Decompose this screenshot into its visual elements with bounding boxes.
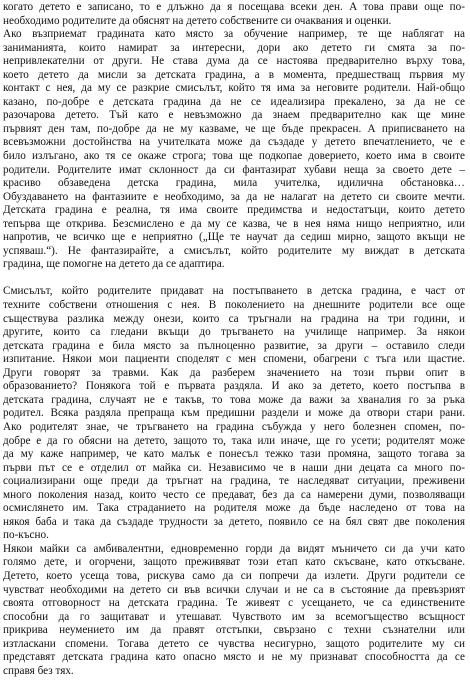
paragraph-2: [3, 28, 465, 272]
text-line: детската градина е била място за пълноценно развитие, за други – оставило следи: [3, 339, 465, 352]
text-line: непривлекателни от други. Не става дума да се настоява предварително върху това,: [3, 55, 465, 68]
text-line: своята отговорност на детската градина. Те живеят с усещането, че са единствените: [3, 597, 465, 610]
text-line: голямо дете, и огорчени, защото преживяват този етап като скъсване, като откъсване.: [3, 556, 465, 569]
text-line: разочарова детето. Тъй като е невъзможно да знаем предварително как ще мине: [3, 109, 465, 122]
text-line: прикрива неумението им да правят отстъпки, свързано с техни съзнателни или: [3, 624, 465, 637]
text-line: красиво обзаведена детска градина, мила учителка, идилична обстановка…: [3, 177, 465, 190]
text-line: добре е да го обясни на детето, защото то, така или иначе, ще го усети; родителят може: [3, 434, 465, 447]
text-line: казано, по-добре е детската градина да не се идеализира прекалено, за да не се: [3, 95, 465, 108]
text-line: справя без тях.: [3, 664, 74, 677]
text-line: другите, които са гледани вкъщи до тръгването на училище например. За някои: [3, 326, 465, 339]
text-line: чувстват необходими на детето си във всички случаи и не са в състояние да превъзрият: [3, 583, 465, 596]
text-line: социализирани още преди да тръгнат на градина, те наследяват ситуации, преживени: [3, 475, 465, 488]
paragraph-1: [3, 1, 465, 28]
paragraph-4: [3, 543, 465, 678]
text-line: успяваш.“). Не фантазирайте, а смисълът, който родителите му виждат в детската: [3, 244, 465, 257]
text-line: родител. Всяка раздяла препраща към предишни раздели и може да отвори стари рани.: [3, 407, 465, 420]
text-line: заниманията, които намират за интересни, дори ако детето ги смята за по-: [3, 41, 465, 54]
text-line: представят детската градина като опасно място и не му признават способността да се: [3, 651, 465, 664]
paragraph-3: [3, 285, 465, 542]
text-line: когато детето е записано, то е длъжно да я посещава всеки ден. А това прави още по-: [3, 1, 465, 13]
text-line: изтласкани спомени. Тогава детето се чувства несигурно, защото родителите му си: [3, 637, 465, 650]
text-line: което детето да мисли за детската градина, а в момента, предшестващ първия му: [3, 68, 465, 81]
text-line: Смисълът, който родителите придават на постъпването в детска градина, е част от: [3, 285, 465, 298]
text-line: Детето, което усеща това, рискува само да си попречи да излети. Други родители се: [3, 569, 465, 582]
text-line: Обуздаването на фантазиите е необходимо, за да не налагат на детето си своите мечти.: [3, 190, 465, 203]
text-line: контакт с нея, да му се разкрие смисълът, който тя има за неговите родители. Най-общо: [3, 82, 465, 95]
paragraph-gap: [3, 272, 465, 286]
text-line: първият ден там, по-добре да не му казваме, че ще бъде прекрасен. А приписването на: [3, 122, 465, 135]
text-line: необходимо родителите да обяснят на детето собствените си очаквания и оценки.: [3, 14, 392, 27]
text-line: Някои майки са амбивалентни, едновременно горди да видят мъничето си да учи като: [3, 542, 465, 555]
text-line: Други говорят за травми. Как да разберем значението на този първи опит в: [3, 366, 465, 379]
text-line: напротив, че всичко ще е неприятно („Ще те научат да седиш мирно, защото вкъщи не: [3, 231, 465, 244]
text-line: изпитание. Някои мои пациенти споделят с мен спомени, обагрени с тъга или щастие.: [3, 353, 465, 366]
text-line: детската градина, случаят не е такъв, то това може да важи за хваналия го за ръка: [3, 393, 465, 406]
text-line: техните собствени отношения с нея. В поколението на днешните родители все още: [3, 299, 465, 312]
text-line: образованието? Понякога той е първата раздяла. И ако за детето, което постъпва в: [3, 380, 465, 393]
text-line: да му каже например, че като малък е понесъл тежко тази промяна, защото тогава за: [3, 448, 465, 461]
text-line: много поколения назад, които често се предават, без да са намерени думи, позволяващи: [3, 488, 465, 501]
text-line: Ако възприемат градината като място за обучение например, те ще наблягат на: [3, 28, 465, 41]
text-line: способни да го защитават и утешават. Чувството им за всемогъщество всъщност: [3, 610, 465, 623]
text-line: Детската градина е реална, тя има своите предимства и недостатъци, които детето: [3, 204, 465, 217]
text-line: осмислянето им. Така страданието на родителя може да бъде наследено от това на: [3, 502, 465, 515]
text-line: първи път се е отделил от майка си. Независимо че в наши дни децата са много по-: [3, 461, 465, 474]
text-line: тепърва ще открива. Безсмислено е да му се казва, че в нея няма нищо неприятно, или: [3, 217, 465, 230]
text-line: родители. Родителите имат склонност да си фантазират хубави неща за своето дете –: [3, 163, 465, 176]
text-line: всевъзможни достойнства на учителката може да създаде у детето впечатлението, че е: [3, 136, 465, 149]
text-line: по-късно.: [3, 529, 49, 542]
text-line: съществува разлика между онези, които са тръгнали на градина на три години, и: [3, 312, 465, 325]
text-line: градина, ще помогне на детето да се адаптира.: [3, 258, 225, 271]
text-line: било излъгано, ако тя се окаже строга; това ще подкопае доверието, което има в своите: [3, 150, 465, 163]
text-line: някоя баба и така да създаде трудности за детето, появило се на бял свят две поколения: [3, 515, 465, 528]
text-line: Ако родителят знае, че тръгването на градина събужда у него болезнен спомен, по-: [3, 420, 465, 433]
